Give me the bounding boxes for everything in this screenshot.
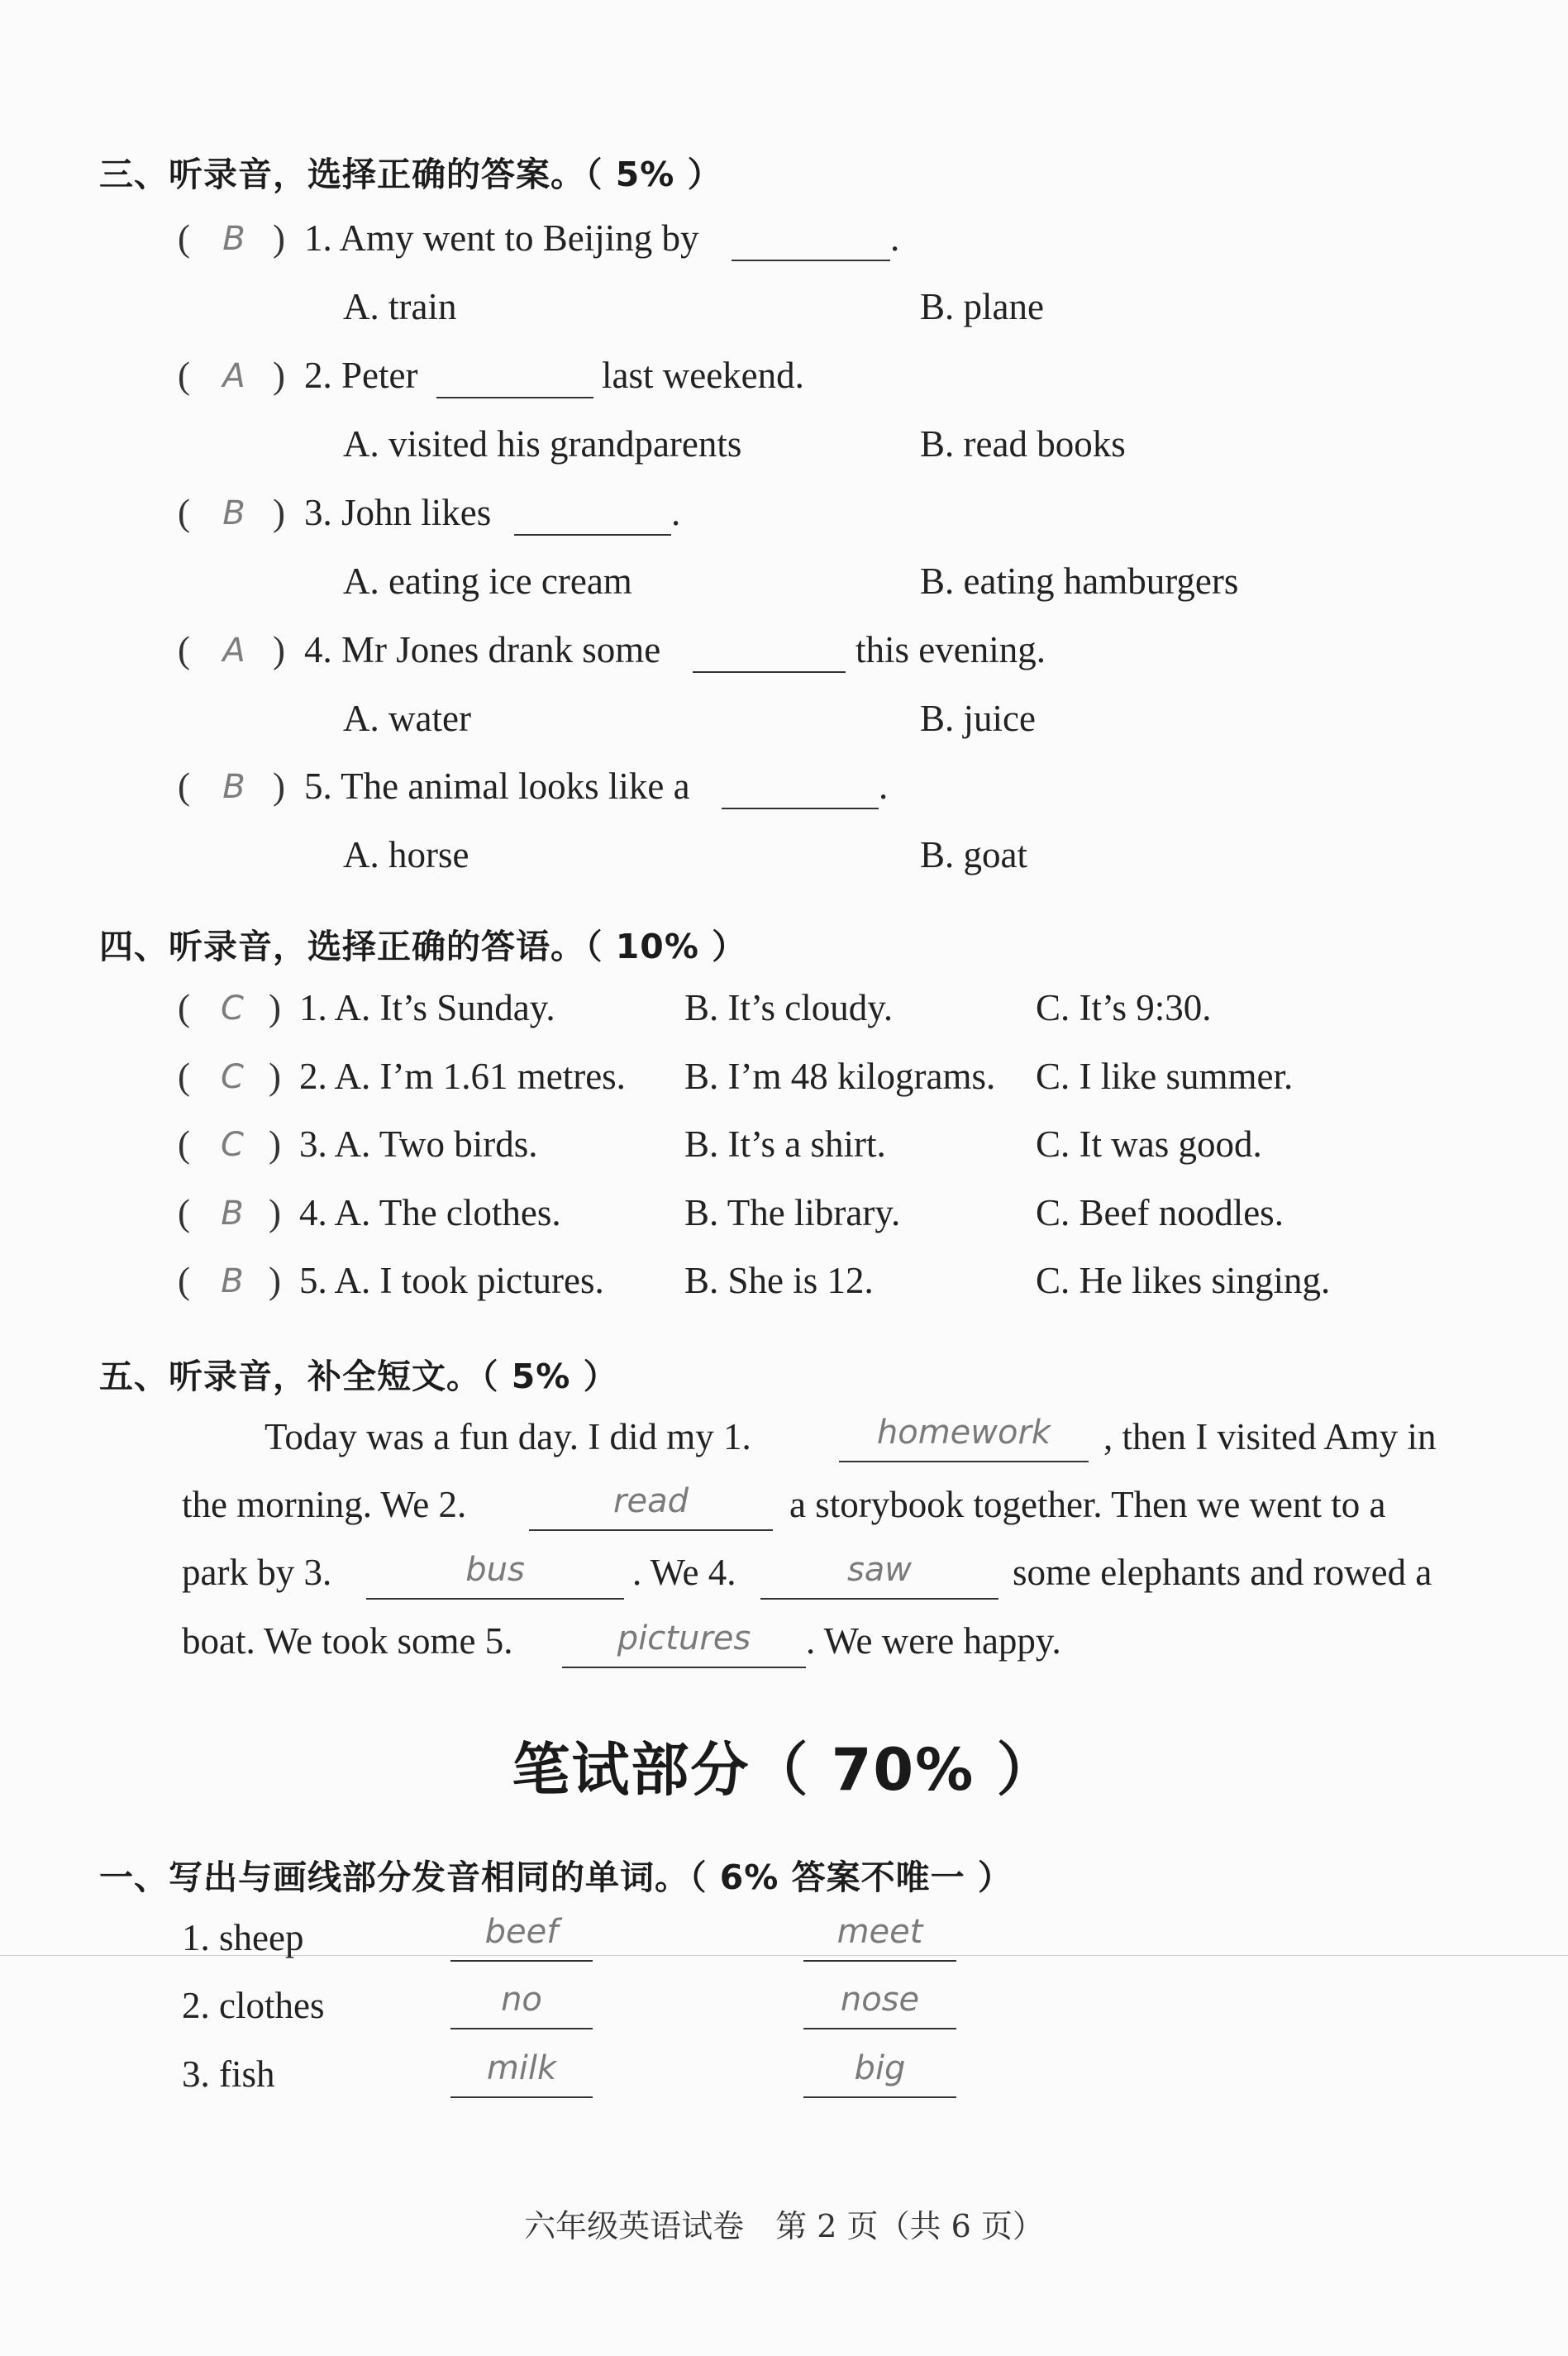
option-b: B. read books: [920, 423, 1126, 465]
answer-mark: A: [222, 357, 245, 395]
option-c: C. It’s 9:30.: [1036, 987, 1212, 1028]
phonics-word: 3. fish: [182, 2053, 275, 2095]
phonics-blank-2: [803, 1960, 956, 1962]
passage-line-3c: some elephants and rowed a: [1013, 1552, 1432, 1593]
left-paren: (: [178, 1123, 190, 1165]
left-paren: (: [178, 765, 190, 807]
phonics-word: 2. clothes: [182, 1985, 325, 2026]
option-b: B. I’m 48 kilograms.: [684, 1056, 996, 1097]
passage-line-2b: a storybook together. Then we went to a: [789, 1484, 1386, 1525]
blank-4: [760, 1598, 998, 1600]
answer-mark: B: [221, 1195, 244, 1233]
blank-5: [562, 1667, 806, 1668]
option-a: 2. A. I’m 1.61 metres.: [299, 1056, 626, 1097]
question-tail: .: [879, 765, 889, 807]
phonics-answer-1: milk: [486, 2049, 557, 2087]
phonics-answer-1: no: [501, 1981, 542, 2019]
question-tail: .: [890, 217, 900, 259]
right-paren: ): [269, 1123, 281, 1165]
right-paren: ): [269, 1056, 281, 1097]
phonics-blank-2: [803, 2028, 956, 2029]
section-5-title: 五、听录音，补全短文。（ 5% ）: [99, 1357, 618, 1396]
question-tail: last weekend.: [602, 355, 804, 396]
fill-4: saw: [846, 1551, 913, 1589]
option-c: C. I like summer.: [1036, 1056, 1294, 1097]
written-part-title: 笔试部分（ 70% ）: [512, 1736, 1056, 1804]
fill-2: read: [613, 1482, 689, 1520]
option-a: A. train: [343, 286, 457, 327]
answer-mark: C: [221, 1126, 244, 1164]
right-paren: ): [269, 1192, 281, 1233]
question-tail: .: [671, 492, 681, 533]
left-paren: (: [178, 987, 190, 1028]
option-c: C. He likes singing.: [1036, 1260, 1331, 1301]
phonics-answer-2: meet: [836, 1913, 923, 1951]
answer-blank: [693, 671, 846, 673]
option-a: A. visited his grandparents: [343, 423, 742, 465]
answer-blank: [732, 260, 890, 261]
passage-line-1a: Today was a fun day. I did my 1.: [265, 1416, 751, 1457]
answer-blank: [514, 534, 671, 536]
phonics-answer-2: nose: [840, 1981, 920, 2019]
answer-blank: [436, 397, 593, 398]
left-paren: (: [178, 1260, 190, 1301]
right-paren: ): [273, 492, 285, 533]
right-paren: ): [269, 987, 281, 1028]
question-text: 5. The animal looks like a: [304, 765, 690, 807]
left-paren: (: [178, 629, 190, 670]
option-b: B. plane: [920, 286, 1044, 327]
option-b: B. She is 12.: [684, 1260, 874, 1301]
passage-line-3b: . We 4.: [632, 1552, 736, 1593]
option-b: B. goat: [920, 834, 1027, 875]
left-paren: (: [178, 492, 190, 533]
right-paren: ): [273, 217, 285, 259]
phonics-blank-1: [450, 2096, 593, 2098]
passage-line-2a: the morning. We 2.: [182, 1484, 467, 1525]
left-paren: (: [178, 1192, 190, 1233]
blank-2: [529, 1529, 773, 1531]
answer-mark: B: [222, 220, 245, 258]
option-a: 1. A. It’s Sunday.: [299, 987, 555, 1028]
blank-3: [366, 1598, 624, 1600]
answer-mark: B: [221, 1262, 244, 1300]
question-text: 1. Amy went to Beijing by: [304, 217, 699, 259]
fill-5: pictures: [617, 1619, 751, 1657]
phonics-blank-2: [803, 2096, 956, 2098]
option-b: B. juice: [920, 698, 1036, 739]
question-text: 4. Mr Jones drank some: [304, 629, 661, 670]
answer-mark: B: [222, 768, 245, 806]
option-a: 4. A. The clothes.: [299, 1192, 561, 1233]
option-c: C. Beef noodles.: [1036, 1192, 1284, 1233]
option-c: C. It was good.: [1036, 1123, 1262, 1165]
left-paren: (: [178, 1056, 190, 1097]
option-a: A. water: [343, 698, 471, 739]
section-3-title: 三、听录音，选择正确的答案。（ 5% ）: [99, 155, 722, 194]
answer-blank: [722, 808, 879, 809]
answer-mark: B: [222, 494, 245, 532]
option-b: B. The library.: [684, 1192, 901, 1233]
answer-mark: C: [221, 1058, 244, 1096]
written-section-1-title: 一、写出与画线部分发音相同的单词。（ 6% 答案不唯一 ）: [99, 1858, 1013, 1897]
passage-line-3a: park by 3.: [182, 1552, 332, 1593]
question-tail: this evening.: [855, 629, 1046, 670]
right-paren: ): [273, 355, 285, 396]
right-paren: ): [273, 765, 285, 807]
page-footer: 六年级英语试卷 第 2 页（共 6 页）: [524, 2208, 1044, 2244]
passage-line-4b: . We were happy.: [806, 1620, 1061, 1662]
phonics-answer-1: beef: [484, 1913, 559, 1951]
phonics-blank-1: [450, 2028, 593, 2029]
option-a: A. eating ice cream: [343, 560, 632, 602]
passage-line-4a: boat. We took some 5.: [182, 1620, 513, 1662]
question-text: 3. John likes: [304, 492, 492, 533]
answer-mark: C: [221, 990, 244, 1028]
passage-line-1b: , then I visited Amy in: [1103, 1416, 1437, 1457]
phonics-word: 1. sheep: [182, 1917, 304, 1958]
fill-1: homework: [876, 1414, 1051, 1452]
fill-3: bus: [465, 1551, 525, 1589]
answer-mark: A: [222, 632, 245, 670]
option-a: 3. A. Two birds.: [299, 1123, 538, 1165]
right-paren: ): [269, 1260, 281, 1301]
phonics-answer-2: big: [854, 2049, 906, 2087]
phonics-blank-1: [450, 1960, 593, 1962]
section-4-title: 四、听录音，选择正确的答语。（ 10% ）: [99, 927, 747, 966]
left-paren: (: [178, 217, 190, 259]
left-paren: (: [178, 355, 190, 396]
option-a: A. horse: [343, 834, 469, 875]
option-a: 5. A. I took pictures.: [299, 1260, 604, 1301]
option-b: B. It’s cloudy.: [684, 987, 894, 1028]
question-text: 2. Peter: [304, 355, 418, 396]
option-b: B. It’s a shirt.: [684, 1123, 886, 1165]
blank-1: [839, 1461, 1089, 1462]
option-b: B. eating hamburgers: [920, 560, 1239, 602]
right-paren: ): [273, 629, 285, 670]
